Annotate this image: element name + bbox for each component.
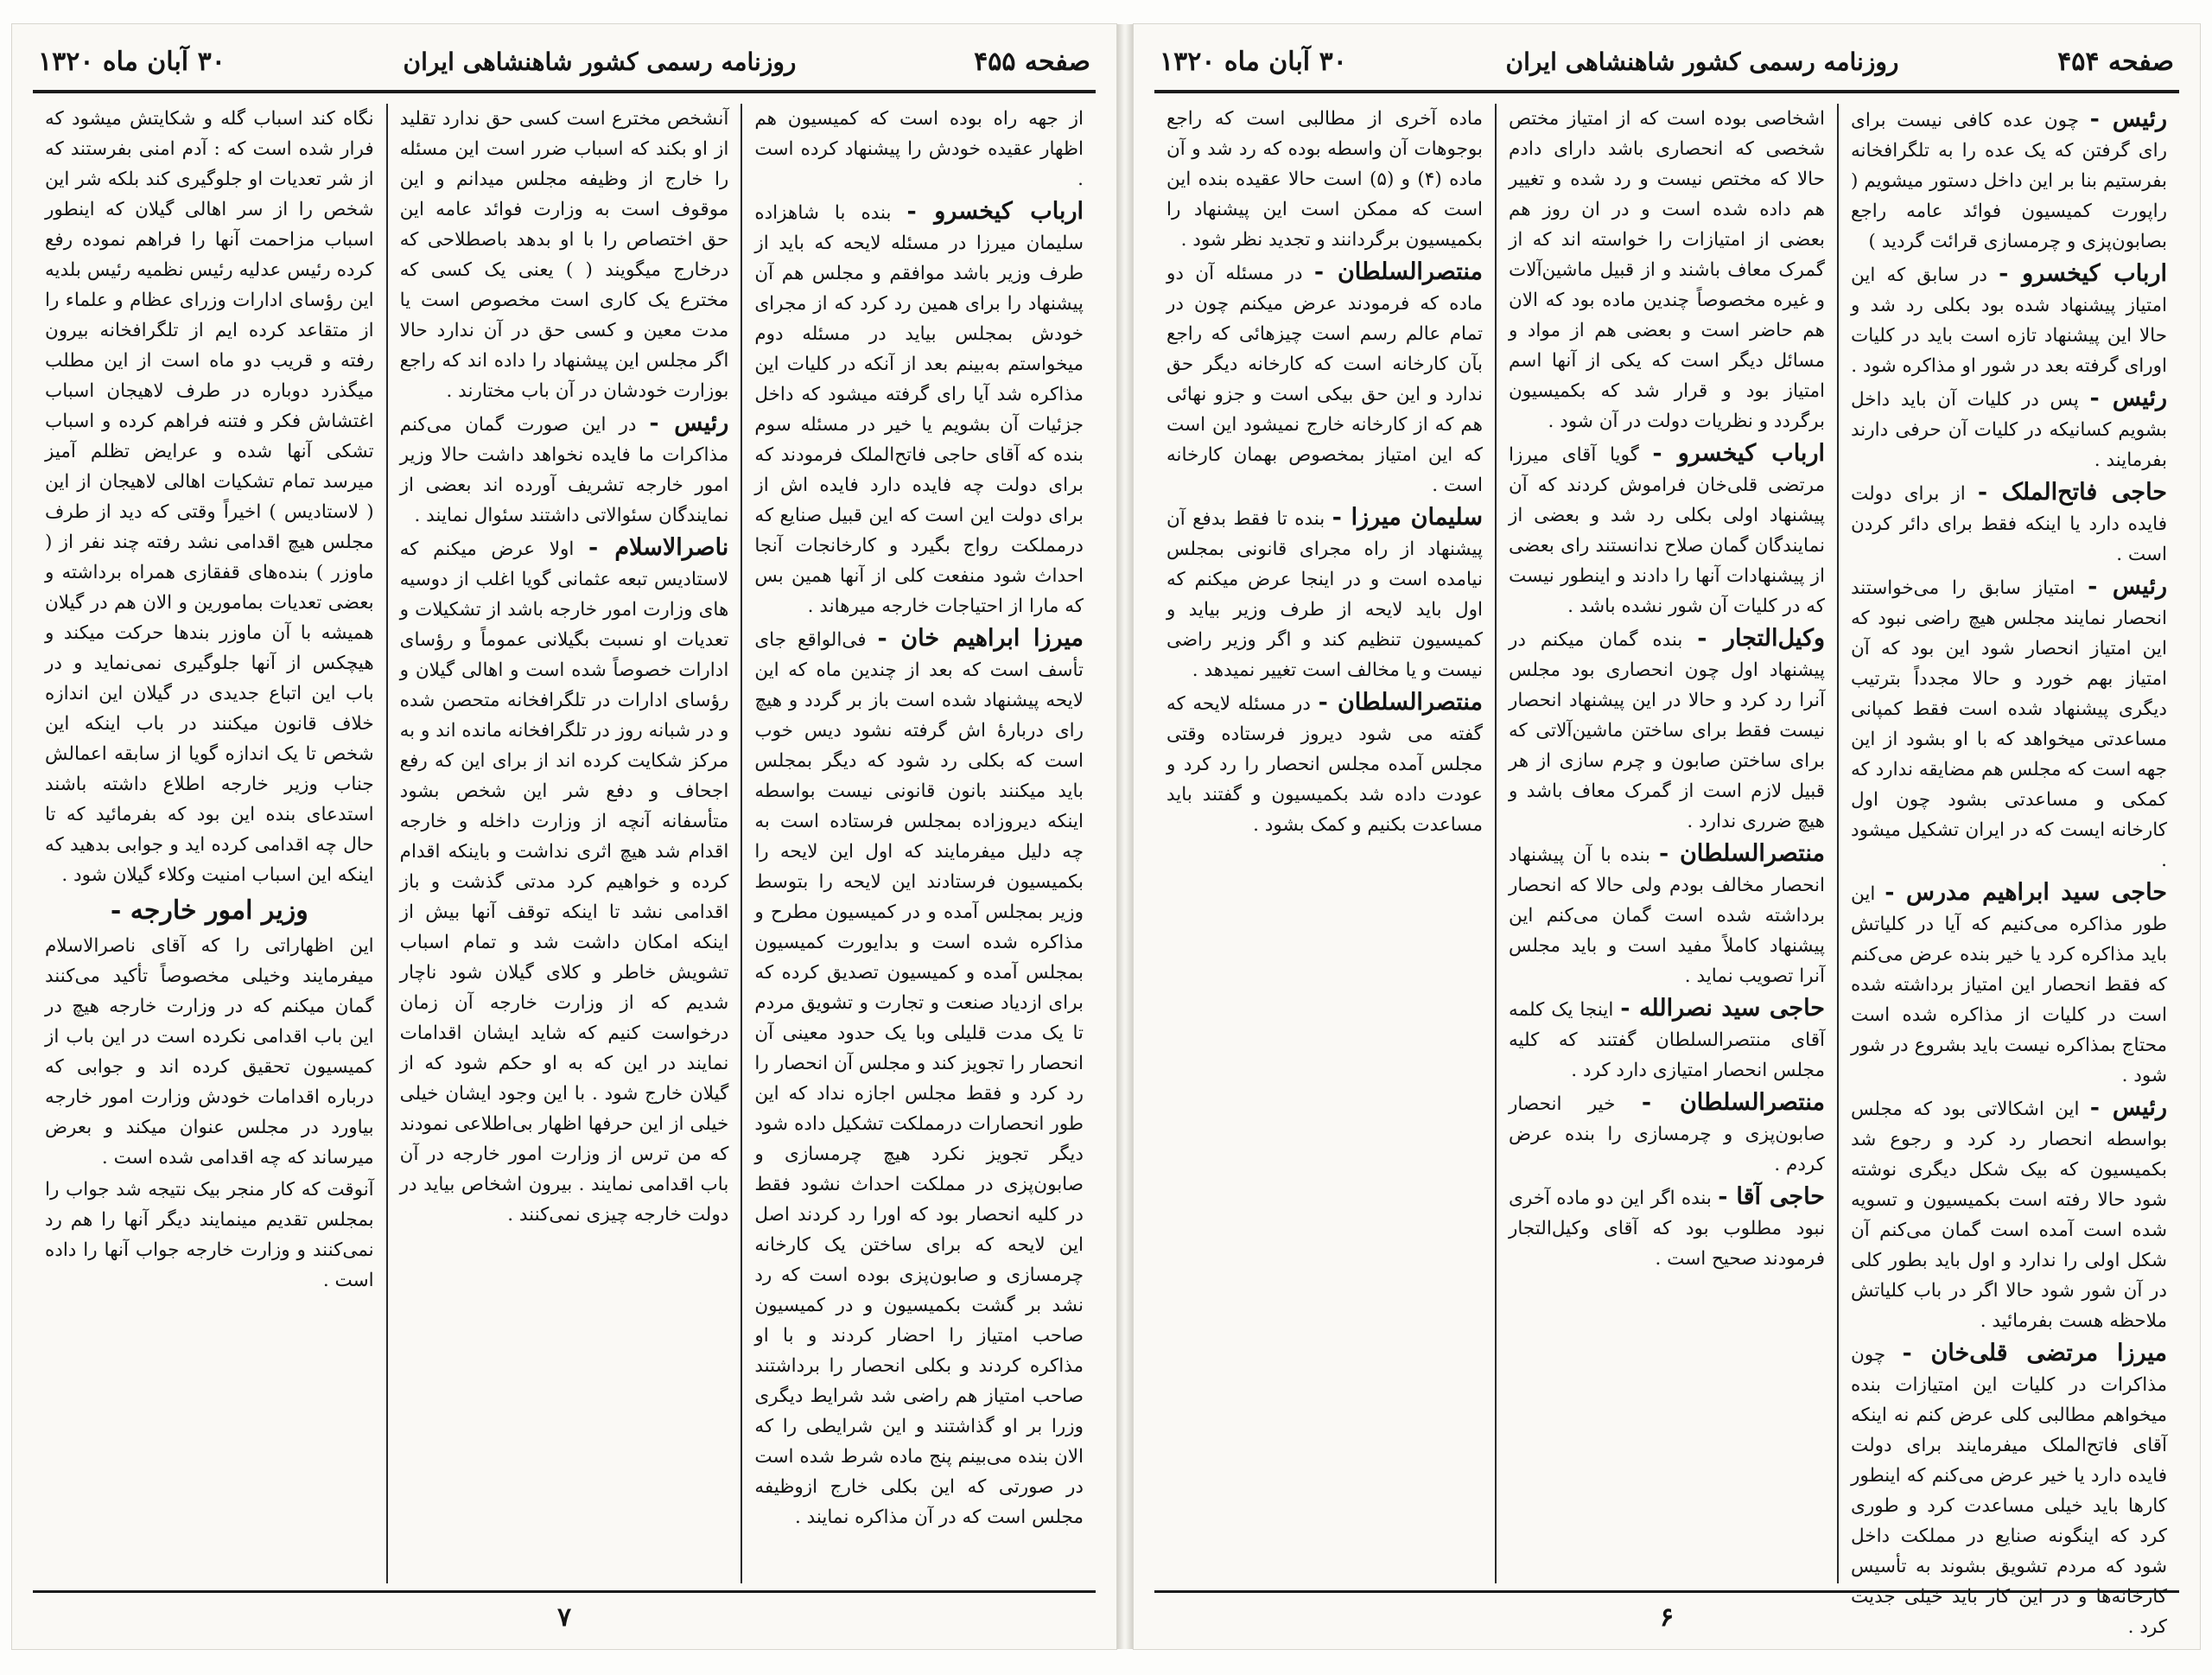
speaker-name: رئیس - xyxy=(2089,105,2167,132)
paragraph-text: نگاه کند اسباب گله و شکایتش میشود که فرار شده است که : آدم امنی بفرستند که از شر تعدیات او جلوگیری کند بلکه شر این شخص را از سر اهالی گیلان که اینطور اسباب مزاحمت آنها را فراهم نموده رفع کرده رئیس عدلیه رئیس نظمیه رئیس بلدیه این رؤسای ادارات وزرای عظام و علماء را از متقاعد کرده ایم از تلگرافخانه بیرون رفته و قریب دو ماه است از این مطلب میگذرد دوباره در طرف لاهیجان اسباب اغتشاش فکر و فتنه فراهم کرده و اسباب تشکی آنها شده و عرایض تظلم آمیز میرسد تمام تشکیات اهالی لاهیجان از این ( لاستادیس ) اخیراً وقتی که دید از طرف مجلس هیچ اقدامی نشد رفته چند نفر از ( ماوزر ) بنده‌های قفقازی همراه برداشته و بعضی تعدیات بمامورین و الان هم در گیلان همیشه با آن ماوزر بندها حرکت میکند و هیچکس از آنها جلوگیری نمی‌نماید و در باب این اتباع جدیدی در گیلان این اندازه خلاف قانون میکنند در باب اینکه این شخص تا یک اندازه گویا از سابقه اعمالش جناب وزیر خارجه اطلاع داشته باشند استدعای بنده این بود که بفرمائید که تا حال چه اقدامی کرده اید و جوابی بدهید که اینکه این اسباب امنیت وکلاء گیلان شود . xyxy=(44,108,374,886)
paragraph xyxy=(1851,258,2167,381)
paragraph xyxy=(754,623,1084,1532)
speaker-name: ارباب کیخسرو - xyxy=(1652,440,1825,467)
paragraph xyxy=(1851,104,2167,257)
right-page xyxy=(1134,24,2200,1649)
paragraph-text: این اشکالاتی بود که مجلس بواسطه انحصار رد کرد و رجوع شد بکمیسیون که بیک شکل دیگری نوشته شود حالا رفته است بکمیسیون و تسویه شده است آمده است گمان می‌کنم آن شکل اولی را ندارد و اول باید بطور کلی در آن شور شود حالا اگر در باب کلیاتش ملاحظه هست بفرمائید . xyxy=(1851,1099,2167,1332)
right-column-2 xyxy=(1495,104,1837,1583)
paragraph xyxy=(1851,1092,2167,1336)
paragraph-text: اشخاصی بوده است که از امتیاز مختص شخصی که انحصاری باشد دارای دادم حالا که مختص نیست و رد شده و تغییر هم داده شده است و در ان روز هم بعضی از امتیازات را خواسته اند که از گمرک معاف باشند و از قبیل ماشین‌آلات و غیره مخصوصاً چندین ماده بود که الان هم حاضر است و بعضی هم از مواد و مسائل دیگر است که یکی از آنها اسم امتیاز بود و قرار شد که بکمیسیون برگردد و نظریات دولت در آن شود . xyxy=(1509,108,1825,432)
right-columns xyxy=(1154,104,2179,1638)
paragraph-text: اولا عرض میکنم که لاستادیس تبعه عثمانی گویا اغلب از دوسیه های وزارت امور خارجه باشد از تشکیلات و تعدیات او نسبت بگیلانی عموماً و رؤسای ادارات خصوصاً شده است و اهالی گیلان و رؤسای ادارات در تلگرافخانه متحصن شده و در شبانه روز در تلگرافخانه مانده اند و به مرکز شکایت کرده اند از برای این که رفع اجحاف و دفع شر این شخص بشود متأسفانه آنچه از وزارت داخله و خارجه اقدام شد هیچ اثری نداشت و باینکه اقدام کرده و خواهیم کرد مدتی گذشت و باز اقدامی نشد تا اینکه توقف آنها بیش از اینکه امکان داشت شد و تمام اسباب تشویش خاطر و کلای گیلان شود ناچار شدیم که از وزارت خارجه آن زمان درخواست کنیم که شاید ایشان اقدامات نمایند در این که به او حکم شود که از گیلان خارج شود . با این وجود ایشان خیلی خیلی از این حرفها اظهار بی‌اطلاعی نمودند که من ترس از وزارت امور خارجه در آن باب اقدامی نمایند . بیرون اشخاص بیاید در دولت خارجه چیزی نمی‌کنند . xyxy=(399,538,729,1226)
paragraph xyxy=(1509,1087,1825,1180)
paragraph-text: در مسئله لایحه که گفته می شود دیروز فرستاده وقتی مجلس آمده مجلس انحصار را رد کرد و عودت داده شد بکمیسیون و گفتند باید مساعدت بکنیم و کمک بشود . xyxy=(1166,693,1483,836)
paragraph xyxy=(1509,438,1825,621)
paragraph xyxy=(1851,571,2167,876)
paragraph xyxy=(754,196,1084,621)
speaker-name: حاجی سید نصرالله - xyxy=(1620,995,1825,1022)
paragraph xyxy=(1851,1338,2167,1642)
page-gutter xyxy=(1116,24,1134,1649)
paragraph xyxy=(1851,383,2167,475)
paragraph xyxy=(1509,104,1825,436)
left-header-rule xyxy=(33,90,1096,93)
paragraph-text: بنده با آن پیشنهاد انحصار مخالف بودم ولی حالا که انحصار برداشته شده است گمان می‌کنم این پیشنهاد کاملاً مفید است و باید مجلس آنرا تصویب نماید . xyxy=(1509,844,1825,987)
left-column-2 xyxy=(386,104,741,1583)
paragraph xyxy=(1166,104,1483,255)
speaker-name: ارباب کیخسرو - xyxy=(1999,260,2167,287)
left-page-date: ۳۰ آبان ماه ۱۳۲۰ xyxy=(38,46,226,77)
paragraph xyxy=(400,532,729,1230)
left-footer-number: ۷ xyxy=(556,1602,572,1633)
speaker-name: منتصرالسلطان - xyxy=(1659,840,1825,867)
paragraph-text: امتیاز سابق را می‌خواستند انحصار نمایند مجلس هیچ راضی نبود که این امتیاز انحصار شود این بود که آن امتیاز بهم خورد و حالا مجدداً بترتیب دیگری پیشنهاد شده است فقط کمپانی مساعدتی میخواهد که با او بشود از این جهه است که مجلس هم مضایقه ندارد که کمکی و مساعدتی بشود چون اول کارخانه ایست که در ایران تشکیل میشود . xyxy=(1851,577,2167,871)
left-page-header xyxy=(38,36,1090,86)
paragraph xyxy=(45,104,374,890)
right-column-1 xyxy=(1837,104,2179,1638)
left-footer-rule xyxy=(33,1590,1096,1593)
right-page-date: ۳۰ آبان ماه ۱۳۲۰ xyxy=(1160,46,1347,77)
paragraph xyxy=(1509,1181,1825,1274)
right-publication-title: روزنامه رسمی کشور شاهنشاهی ایران xyxy=(1505,47,1899,76)
paragraph-text: پس در کلیات آن باید داخل بشویم کسانیکه در کلیات آن حرفی دارند بفرمایند . xyxy=(1851,389,2167,471)
paragraph-text: در سابق که این امتیاز پیشنهاد شده بود بکلی رد شد و حالا این پیشنهاد تازه است باید در کلیات اورای گرفته بعد در شور او مذاکره شود . xyxy=(1851,264,2167,377)
paragraph xyxy=(1509,838,1825,991)
speaker-name: میرزا ابراهیم خان - xyxy=(877,625,1084,652)
speaker-name: حاجی سید ابراهیم مدرس - xyxy=(1885,879,2167,906)
paragraph xyxy=(45,895,374,1173)
right-page-header xyxy=(1160,36,2174,86)
paragraph xyxy=(400,104,729,406)
paragraph xyxy=(1851,877,2167,1091)
paragraph-text: از برای دولت فایده دارد یا اینکه فقط برای دائر کردن است . xyxy=(1851,483,2167,565)
speaker-name: رئیس - xyxy=(2089,1094,2167,1121)
paragraph-text: آنوقت که کار منجر بیک نتیجه شد جواب را بمجلس تقدیم مینمایند دیگر آنها را هم رد نمی‌کنند و وزارت خارجه جواب آنها را داده است . xyxy=(44,1179,374,1291)
right-footer-rule xyxy=(1154,1590,2179,1593)
speaker-name: رئیس - xyxy=(2089,385,2167,411)
paragraph-text: در مسئله آن دو ماده که فرمودند عرض میکنم چون در تمام عالم رسم است چیزهائی که راجع بآن کارخانه است که کارخانه دیگر حق ندارد و این حق بیکی است و جزو نهائی هم که از کارخانه خارج نمیشود این است که این امتیاز بمخصوص بهمان کارخانه است . xyxy=(1166,263,1483,496)
speaker-name: رئیس - xyxy=(2088,573,2168,600)
speaker-name: منتصرالسلطان - xyxy=(1313,258,1483,285)
speaker-name: رئیس - xyxy=(649,410,729,436)
paragraph-text: اینجا یک کلمه آقای منتصرالسلطان گفتند که کلیه مجلس انحصار امتیازی دارد کرد . xyxy=(1509,999,1825,1081)
paragraph-text: در این صورت گمان می‌کنم مذاکرات ما فایده نخواهد داشت حالا وزیر امور خارجه تشریف آورده اند بعضی از نمایندگان سئوالاتی داشتند سئوال نمایند . xyxy=(399,414,729,526)
paragraph xyxy=(1509,623,1825,837)
paragraph-text: این طور مذاکره می‌کنیم که آیا در کلیاتش باید مذاکره کرد یا خیر بنده عرض می‌کنم که فقط انحصار این امتیاز برداشته شده است در کلیات از مذاکره شده است محتاج بمذاکره نیست باید بشروع در شور شود . xyxy=(1851,883,2167,1086)
speaker-name: وکیل‌التجار - xyxy=(1697,625,1825,652)
paragraph xyxy=(1851,477,2167,570)
paragraph xyxy=(1166,257,1483,500)
paragraph-text: فی‌الواقع جای تأسف است که بعد از چندین ماه که این لایحه پیشنهاد شده است باز بر گردد و هیچ رای دربارهٔ اش گرفته نشود دیس خوب است که بکلی رد شود که دیگر بمجلس باید میکنند بانون قانونی نیست بواسطه اینکه دیروزاده بمجلس فرستاده است به چه دلیل میفرمایند که اول این لایحه را بکمیسیون فرستادند این لایحه را بتوسط وزیر بمجلس آمده و در کمیسیون مطرح و مذاکره شده است و بدایورت کمیسیون بمجلس آمده و کمیسیون تصدیق کرده که برای ازدیاد صنعت و تجارت و تشویق مردم تا یک مدت قلیلی وبا یک حدود معینی آن انحصار را تجویز کند و مجلس آن انحصار را رد کرد و فقط مجلس اجازه نداد که این طور انحصارات درمملکت تشکیل داده شود دیگر تجویز نکرد هیچ چرمسازی و صابون‌پزی در مملکت احداث نشود فقط در کلیه انحصار بود که اورا رد کردند اصل این لایحه که برای ساختن یک کارخانه چرمسازی و صابون‌پزی بوده است که رد نشد بر گشت بکمیسیون و در کمیسیون صاحب امتیاز را احضار کردند و با او مذاکره کردند و بکلی انحصار را برداشتند صاحب امتیاز هم راضی شد شرایط دیگری وزرا بر او گذاشتند و این شرایطی را که الان بنده می‌بینم پنج ماده شرط شده است در صورتی که این بکلی خارج ازوظیفه مجلس است که در آن مذاکره نمایند . xyxy=(754,629,1084,1528)
paragraph-text: بنده اگر این دو ماده آخری نبود مطلوب بود که آقای وکیل‌التجار فرمودند صحیح است . xyxy=(1509,1188,1825,1270)
paragraph xyxy=(1509,993,1825,1086)
paragraph-text: ماده آخری از مطالبی است که راجع بوجوهات آن واسطه بوده که رد شد و آن ماده (۴) و (۵) است حالا عقیده بنده این است که ممکن است این پیشنهاد را بکمیسیون برگردانند و تجدید نظر شود . xyxy=(1166,108,1483,251)
paragraph-text: خیر انحصار صابون‌پزی و چرمسازی را بنده عرض کردم . xyxy=(1509,1093,1825,1175)
left-publication-title: روزنامه رسمی کشور شاهنشاهی ایران xyxy=(403,47,797,76)
paragraph xyxy=(400,408,729,531)
right-column-3 xyxy=(1154,104,1495,1583)
speaker-name: منتصرالسلطان - xyxy=(1318,689,1483,716)
paragraph-text: آنشخص مخترع است کسی حق ندارد تقلید از او بکند که اسباب ضرر است این مسئله را خارج از وظیفه مجلس میدانم و این موقوف است به وزارت فوائد عامه این حق اختصاص را با او بدهد باصطلاحی که درخارج میگویند ( ) یعنی یک کسی که مخترع یک کاری است مخصوص است یا مدت معین و کسی حق در آن ندارد حالا اگر مجلس این پیشنهاد را داده اند که راجع بوزارت خودشان در آن باب مختارند . xyxy=(399,108,729,402)
paragraph-text: گویا آقای میرزا مرتضی قلی‌خان فراموش کردند که آن پیشنهاد اولی بکلی رد شد و بعضی از نمایندگان گمان صلاح ندانستند رای بعضی از پیشنهادات آنها را دادند و اینطور نیست که در کلیات آن شور نشده باشد . xyxy=(1509,444,1825,617)
paragraph-text: چون مذاکرات در کلیات این امتیازات بنده میخواهم مطالبی کلی عرض کنم نه اینکه آقای فاتح‌الملک میفرمایند برای دولت فایده دارد یا خیر عرض می‌کنم که اینطور کارها باید خیلی مساعدت کرد و طوری کرد که اینگونه صنایع در مملکت داخل شود که مردم تشویق بشوند به تأسیس کارخانه‌ها و در این کار باید خیلی جدیت کرد . xyxy=(1851,1344,2167,1638)
paragraph xyxy=(754,104,1084,194)
speaker-name: میرزا مرتضی قلی‌خان - xyxy=(1902,1340,2167,1366)
left-column-1 xyxy=(741,104,1096,1583)
speaker-name: حاجی فاتح‌الملک - xyxy=(1977,479,2167,506)
paragraph-text: از جهه راه بوده است که کمیسیون هم اظهار عقیده خودش را پیشنهاد کرده است . xyxy=(754,108,1084,190)
right-page-number: صفحه ۴۵۴ xyxy=(2057,46,2174,77)
paragraph-text: بنده با شاهزاده سلیمان میرزا در مسئله لایحه که باید از طرف وزیر باشد موافقم و مجلس هم آن پیشنهاد را برای همین رد کرد که از مجرای خودش بمجلس بیاید در مسئله دوم میخواستم به‌بینم بعد از آنکه در کلیات این مذاکره شد آیا رای گرفته میشود که داخل جزئیات آن بشویم یا خیر در مسئله سوم بنده که آقای حاجی فاتح‌الملک فرمودند که برای دولت چه فایده دارد فایده اش از برای دولت این است که این قبیل صنایع که درمملکت رواج بگیرد و کارخانجات آنجا احداث شود منفعت کلی از آنها همین بس که مارا از احتیاجات خارجه میرهاند . xyxy=(754,202,1084,617)
right-header-rule xyxy=(1154,90,2179,93)
paragraph-text: این اظهاراتی را که آقای ناصرالاسلام میفرمایند وخیلی مخصوصاً تأکید می‌کنند گمان میکنم که در وزارت خارجه هیچ در این باب اقدامی نکرده است در این باب از کمیسیون تحقیق کرده اند و جوابی که درباره اقدامات خودش وزارت امور خارجه بیاورد در مجلس عنوان میکند و بعرض میرساند که چه اقدامی شده است . xyxy=(44,935,374,1169)
paragraph-text: چون عده کافی نیست برای رای گرفتن که یک عده را به تلگرافخانه بفرستیم بنا بر این داخل دستور میشویم ( راپورت کمیسیون فوائد عامه راجع بصابون‌پزی و چرمسازی قرائت گردید ) xyxy=(1851,110,2167,252)
speaker-name: منتصرالسلطان - xyxy=(1641,1089,1825,1116)
paragraph xyxy=(45,1175,374,1296)
left-page-number: صفحه ۴۵۵ xyxy=(974,46,1090,77)
paragraph-text: بنده گمان میکنم در پیشنهاد اول چون انحصاری بود مجلس آنرا رد کرد و حالا در این پیشنهاد انحصار نیست فقط برای ساختن ماشین‌آلاتی که برای ساختن صابون و چرم سازی از هر قبیل لازم است از گمرک معاف باشد و هیچ ضرری ندارد . xyxy=(1509,629,1825,832)
paragraph xyxy=(1166,687,1483,840)
section-heading: وزیر امور خارجه - xyxy=(110,895,308,926)
right-footer-number: ۶ xyxy=(1659,1602,1675,1633)
speaker-name: حاجی آقا - xyxy=(1718,1183,1825,1210)
speaker-name: ارباب کیخسرو - xyxy=(906,198,1084,225)
speaker-name: ناصرالاسلام - xyxy=(588,534,729,561)
left-page xyxy=(12,24,1116,1649)
paragraph xyxy=(1166,502,1483,685)
paragraph-text: بنده تا فقط بدفع آن پیشنهاد از راه مجرای قانونی بمجلس نیامده است و در اینجا عرض میکنم که اول باید لایحه از طرف وزیر بیاید و کمیسیون تنظیم کند و اگر وزیر راضی نیست و یا مخالف است تغییر نمیدهد . xyxy=(1166,508,1483,681)
left-column-3 xyxy=(33,104,386,1583)
left-columns xyxy=(33,104,1096,1583)
speaker-name: سلیمان میرزا - xyxy=(1332,504,1483,531)
